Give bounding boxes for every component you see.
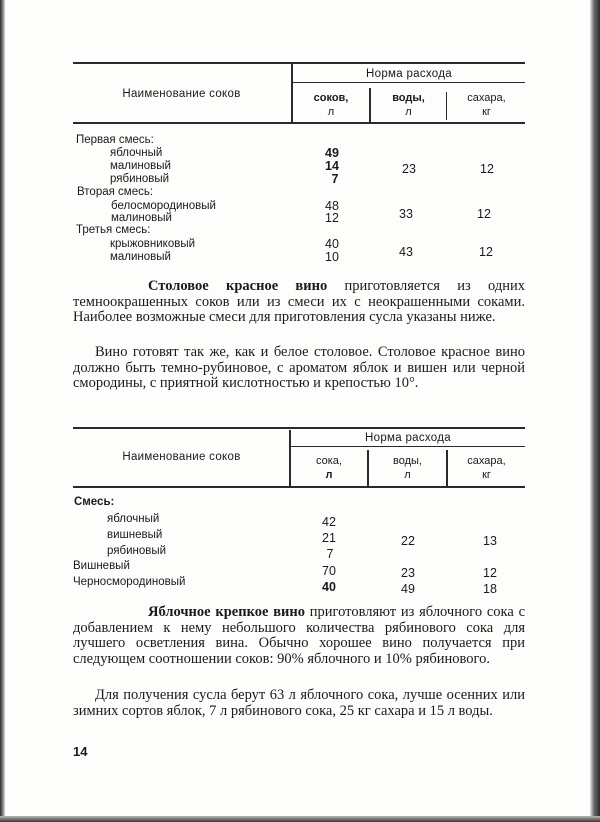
table-row: Черносмородиновый 40 49 18 xyxy=(73,576,497,596)
table-row: белосмородиновый 48 xyxy=(111,199,339,213)
column-header-sugar: сахара, кг xyxy=(467,455,506,481)
scan-edge-bottom xyxy=(0,816,600,822)
group-title-row: Первая смесь: xyxy=(76,134,154,146)
term-strong-apple-wine: Яблочное крепкое вино xyxy=(148,604,305,620)
table-row: малиновый 10 43 12 xyxy=(110,245,493,264)
paragraph-red-table-wine: Столовое красное вино приготовляется из одних темноокрашенных соков или из смеси их с неокрашенными соками. Наиболее возможные смеси для приготовления сусла указаны ниже. xyxy=(73,278,525,325)
table-row: рябиновый 7 xyxy=(107,545,334,561)
table-row: яблочный 49 xyxy=(110,146,339,160)
paragraph-strong-apple-wine: Яблочное крепкое вино приготовляют из яблочного сока с добавлением к нему небольшого количества рябинового сока для лучшего осветления вина. Обычно хорошее вино получается при следующем соотношении соков: 90% яблочного и 10% рябинового. xyxy=(73,604,525,667)
group-title-row: Вторая смесь: xyxy=(77,186,154,198)
column-header-sugar: сахара, кг xyxy=(467,92,506,118)
table-row: вишневый 21 22 13 xyxy=(107,529,497,548)
table-top-rule xyxy=(73,62,525,64)
term-red-table-wine: Столовое красное вино xyxy=(148,278,328,294)
group-title-row: Смесь: xyxy=(74,496,115,508)
table-row: малиновый 14 23 12 xyxy=(110,159,494,176)
column-header-juice: сока, л xyxy=(316,455,342,481)
column-header-water: воды, л xyxy=(393,455,422,481)
table-bottom-rule xyxy=(73,486,525,488)
paragraph-red-wine-preparation: Вино готовят так же, как и белое столовое. Столовое красное вино должно быть темно-рубиновое, с ароматом яблок и вишен или черной смородины, с приятной кислотностью и крепостью 10°. xyxy=(73,344,525,391)
column-header-name: Наименование соков xyxy=(122,88,241,100)
table-row: рябиновый 7 xyxy=(110,172,339,186)
page-number: 14 xyxy=(73,744,88,759)
scan-edge-left xyxy=(0,0,5,822)
table-bottom-rule xyxy=(73,122,525,124)
column-header-name: Наименование соков xyxy=(122,451,241,463)
column-header-juice: соков, л xyxy=(313,92,349,118)
table-group-rule xyxy=(291,446,525,447)
table-row: малиновый 12 33 12 xyxy=(111,207,491,225)
group-title-row: Третья смесь: xyxy=(76,224,151,236)
table-top-rule xyxy=(73,427,525,429)
table-row: яблочный 42 xyxy=(107,513,336,529)
table-group-rule xyxy=(293,82,525,83)
scan-edge-right xyxy=(590,0,600,822)
column-group-header: Норма расхода xyxy=(366,68,452,80)
column-divider xyxy=(446,92,447,120)
column-header-water: воды, л xyxy=(392,92,425,118)
column-group-header: Норма расхода xyxy=(365,432,451,444)
table-row: крыжовниковый 40 xyxy=(110,237,339,251)
table-row: Вишневый 70 23 12 xyxy=(73,560,497,580)
paragraph-must-preparation: Для получения сусла берут 63 л яблочного сока, лучше осенних или зимних сортов яблок, 7 л рябинового сока, 25 кг сахара и 15 л воды. xyxy=(73,687,525,719)
